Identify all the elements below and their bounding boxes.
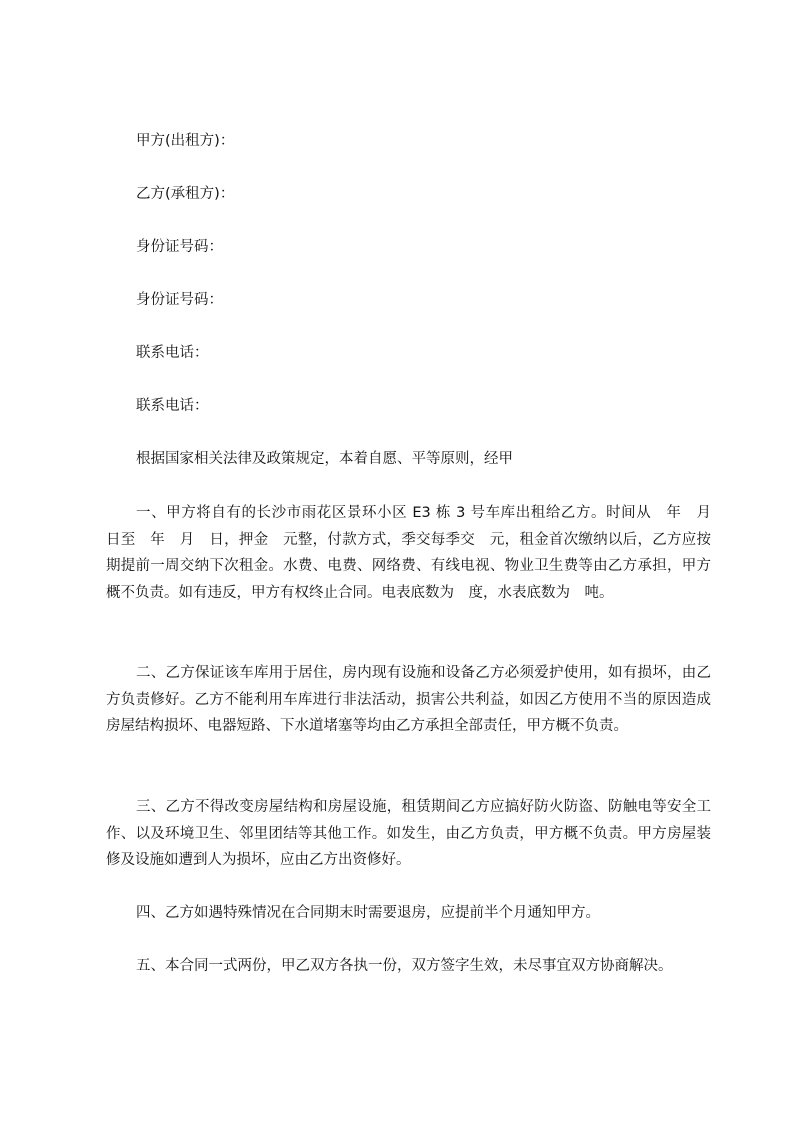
- id-number-field-2: 身份证号码：: [136, 292, 223, 308]
- clause-2: 二、乙方保证该车库用于居住，房内现有设施和设备乙方必须爱护使用，如有损坏，由乙方负责修好。乙方不能利用车库进行非法活动，损害公共利益，如因乙方使用不当的原因造成房屋结构损坏、电器短路、下水道堵塞等均由乙方承担全部责任，甲方概不负责。: [106, 665, 711, 734]
- clause-5: 五、本合同一式两份，甲乙双方各执一份，双方签字生效，未尽事宜双方协商解决。: [136, 958, 673, 974]
- clause-3: 三、乙方不得改变房屋结构和房屋设施，租赁期间乙方应搞好防火防盗、防触电等安全工作、以及环境卫生、邻里团结等其他工作。如发生，由乙方负责，甲方概不负责。甲方房屋装修及设施如遭到人为损坏，应由乙方出资修好。: [106, 799, 711, 868]
- phone-field-2: 联系电话：: [136, 398, 209, 414]
- clause-1: 一、甲方将自有的长沙市雨花区景环小区 E3 栋 3 号车库出租给乙方。时间从 年 月 日至 年 月 日，押金 元整，付款方式，季交每季交 元，租金首次缴纳以后，乙方应按期提前一周交纳下次租金。水费、电费、网络费、有线电视、物业卫生费等由乙方承担，甲方概不负责。如有违反，甲方有权终止合同。电表底数为 度，水表底数为 吨。: [106, 505, 726, 601]
- id-number-field-1: 身份证号码：: [136, 239, 223, 255]
- preamble: 根据国家相关法律及政策规定，本着自愿、平等原则，经甲: [136, 451, 513, 467]
- party-a-field: 甲方(出租方)：: [136, 133, 235, 149]
- clause-4: 四、乙方如遇特殊情况在合同期末时需要退房，应提前半个月通知甲方。: [136, 905, 600, 921]
- phone-field-1: 联系电话：: [136, 345, 209, 361]
- party-b-field: 乙方(承租方)：: [136, 186, 235, 202]
